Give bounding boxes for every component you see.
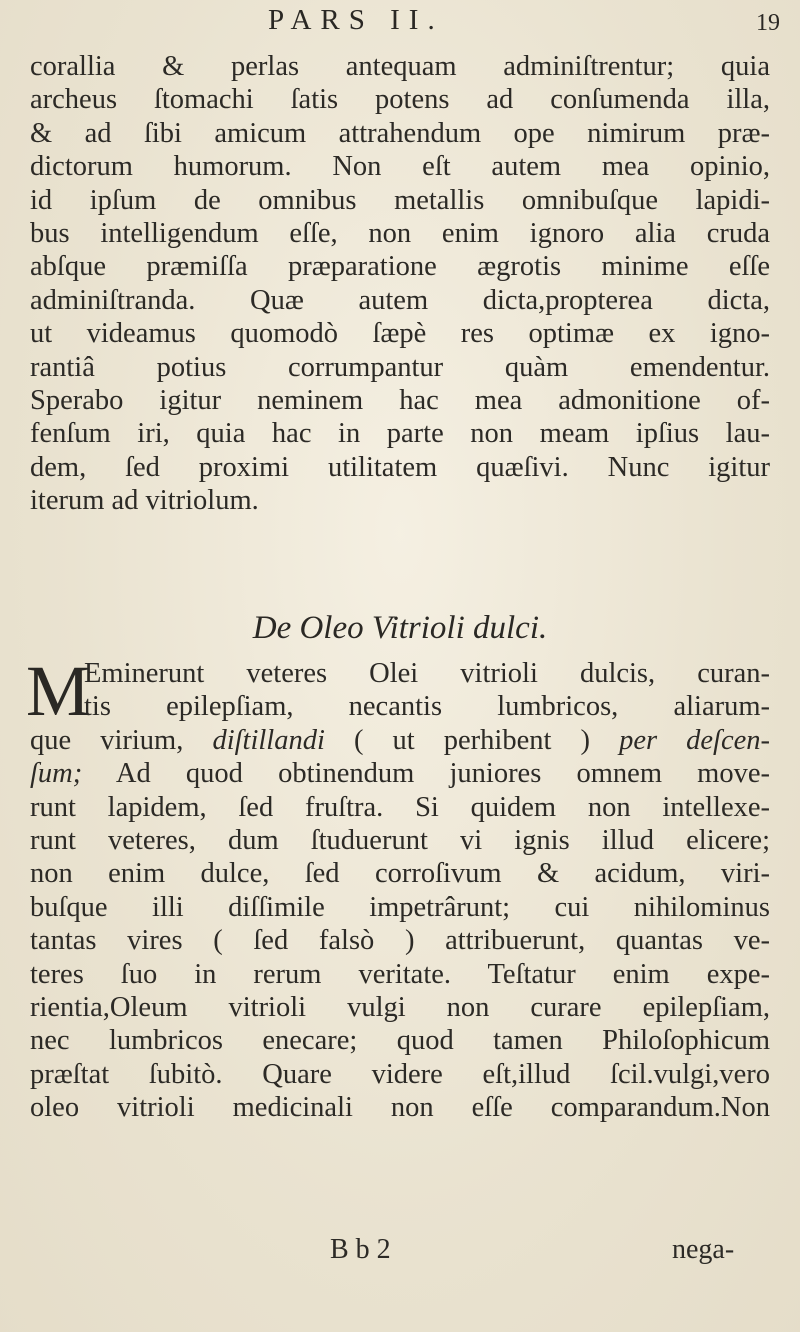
text-line: abſque præmiſſa præparatione ægrotis minime eſſe [30,251,770,283]
dropcap-container [26,651,770,731]
text-line: adminiſtranda. Quæ autem dicta,propterea dicta, [30,284,770,316]
text-line: corallia & perlas antequam adminiſtrentur; quia [30,51,770,82]
text-line: fenſum iri, quia hac in parte non meam ipſius lau- [30,418,770,450]
text-run: que virium, [30,724,213,756]
italic-text: ſum; [30,758,83,790]
text-line: tantas vires ( ſed falsò ) attribuerunt, quantas ve- [30,925,770,957]
text-line: archeus ſtomachi ſatis potens ad conſumenda illa, [30,84,770,116]
italic-text: diſtillandi [212,724,325,756]
drop-capital: M [26,651,91,731]
text-line: iterum ad vitriolum. [30,485,259,517]
text-line: runt lapidem, ſed fruſtra. Si quidem non intellexe- [30,791,770,823]
text-line: teres ſuo in rerum veritate. Teſtatur enim expe- [30,958,770,990]
text-line [30,724,770,757]
text-line: Sperabo igitur neminem hac mea admonitione of- [30,384,770,416]
text-line: oleo vitrioli medicinali non eſſe comparandum.Non [30,1092,770,1124]
text-line: id ipſum de omnibus metallis omnibuſque lapidi- [30,184,770,216]
catchword: nega- [672,1234,735,1265]
text-run: ( ut perhibent ) [324,724,620,756]
text-line: runt veteres, dum ſtuduerunt vi ignis illud elicere; [30,824,770,856]
text-line: Eminerunt veteres Olei vitrioli dulcis, curan- [84,658,770,689]
running-head: PARS II. [268,4,444,36]
text-line [30,757,770,790]
text-run: Ad quod obtinendum juniores omnem move- [82,758,770,790]
text-line: dem, ſed proximi utilitatem quæſivi. Nunc igitur [30,451,770,483]
text-line: buſque illi diſſimile impetrârunt; cui nihilominus [30,891,770,923]
italic-text: per deſcen- [619,724,770,756]
text-line: non enim dulce, ſed corroſivum & acidum, viri- [30,858,770,890]
text-line: rantiâ potius corrumpantur quàm emendentur. [30,351,770,383]
text-line: & ad ſibi amicum attrahendum ope nimirum præ- [30,117,770,149]
page-number: 19 [756,10,780,36]
text-line: ut videamus quomodò ſæpè res optimæ ex igno- [30,318,770,350]
paragraph-continuation [30,50,770,517]
section-heading: De Oleo Vitrioli dulci. [252,610,548,646]
text-line: præſtat ſubitò. Quare videre eſt,illud ſcil.vulgi,vero [30,1058,770,1090]
text-line: dictorum humorum. Non eſt autem mea opinio, [30,151,770,183]
text-line: rientia,Oleum vitrioli vulgi non curare epilepſiam, [30,991,770,1023]
text-line: nec lumbricos enecare; quod tamen Philoſophicum [30,1025,770,1057]
paragraph-oleo-vitrioli [26,651,770,1124]
text-line: bus intelligendum eſſe, non enim ignoro alia cruda [30,217,770,249]
signature-mark: B b 2 [330,1234,391,1265]
text-line: tis epilepſiam, necantis lumbricos, aliarum- [84,691,770,723]
